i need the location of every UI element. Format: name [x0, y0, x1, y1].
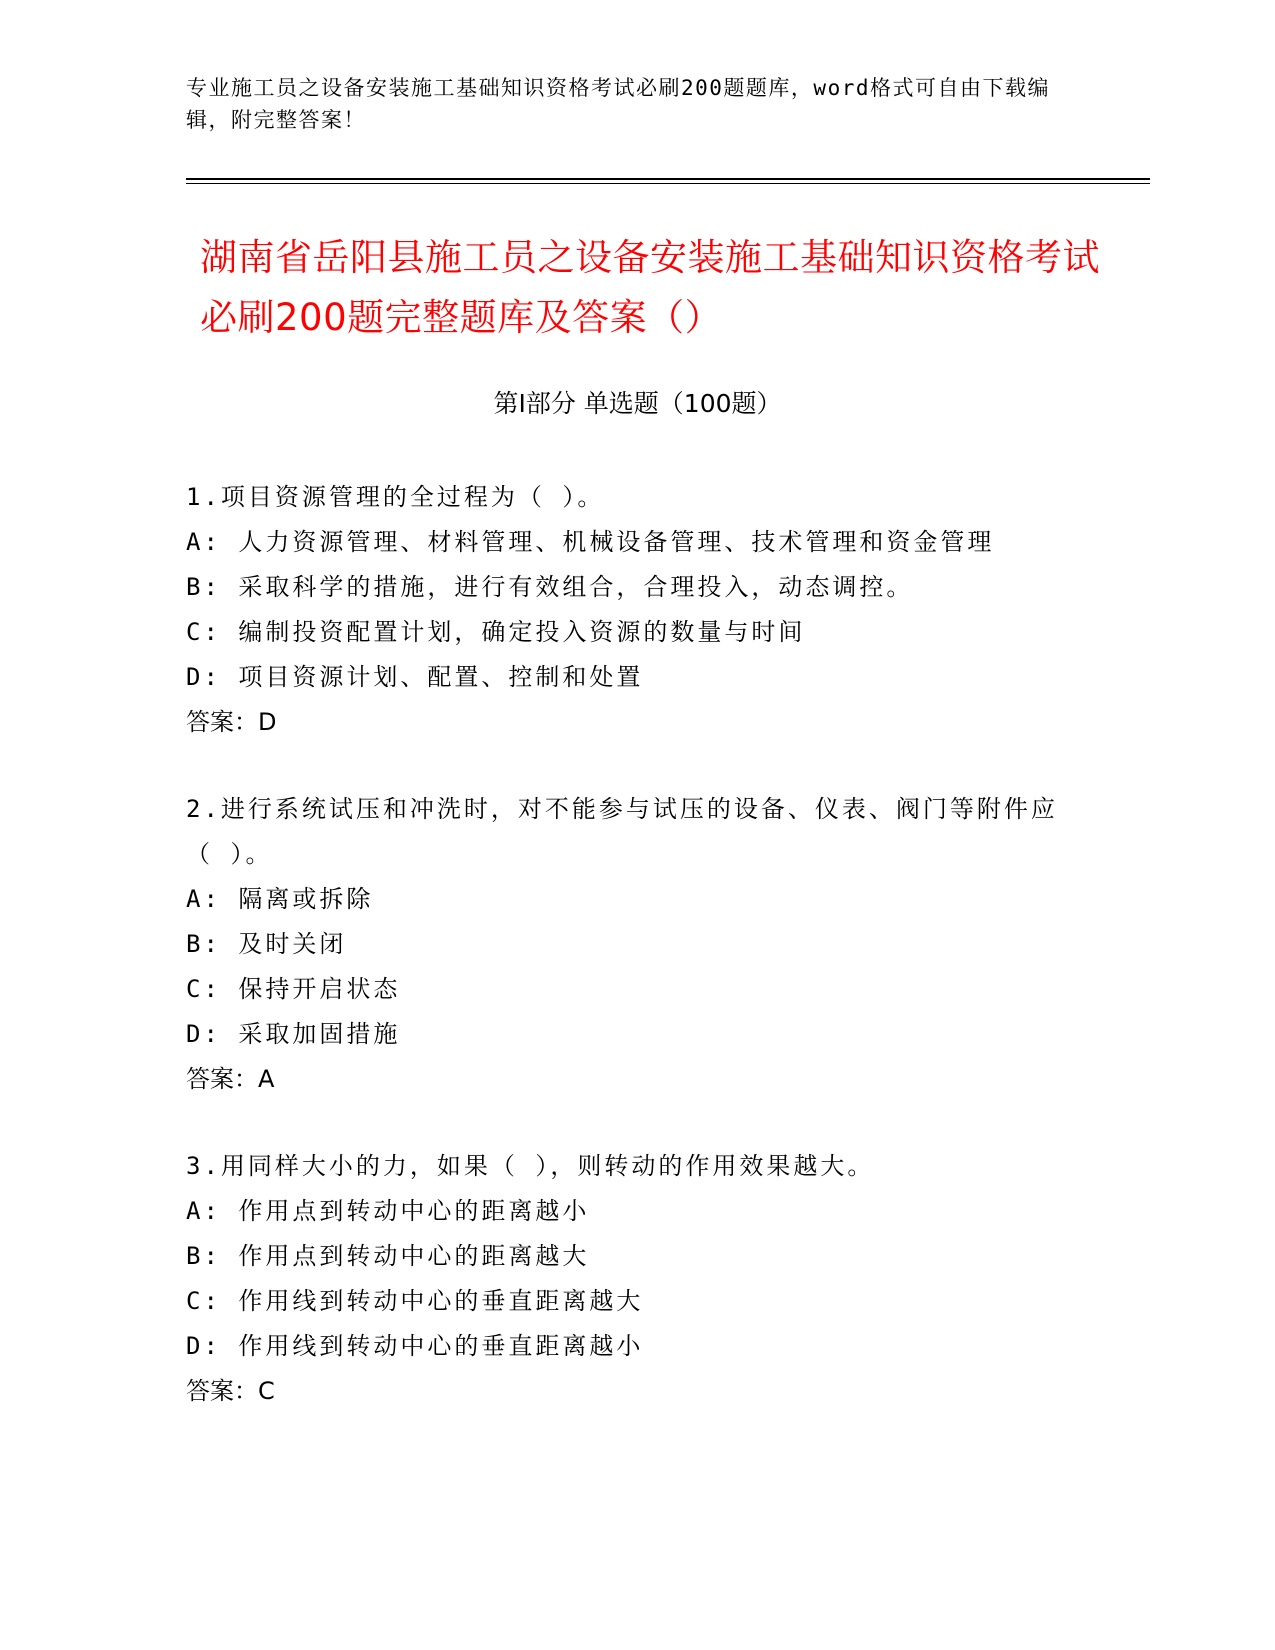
option-b: B: 采取科学的措施，进行有效组合，合理投入，动态调控。	[186, 573, 914, 601]
option-d: D: 作用线到转动中心的垂直距离越小	[186, 1332, 644, 1360]
option-b: B: 及时关闭	[186, 930, 347, 958]
answer: 答案：D	[186, 708, 277, 736]
question-stem: 1.项目资源管理的全过程为（ ）。	[186, 483, 605, 511]
question-stem: 3.用同样大小的力，如果（ ），则转动的作用效果越大。	[186, 1152, 875, 1180]
option-a: A: 人力资源管理、材料管理、机械设备管理、技术管理和资金管理	[186, 528, 995, 556]
answer: 答案：C	[186, 1377, 275, 1405]
question-1	[186, 475, 1086, 745]
option-d: D: 项目资源计划、配置、控制和处置	[186, 663, 644, 691]
option-b: B: 作用点到转动中心的距离越大	[186, 1242, 590, 1270]
option-a: A: 隔离或拆除	[186, 885, 374, 913]
option-a: A: 作用点到转动中心的距离越小	[186, 1197, 590, 1225]
question-3	[186, 1144, 1086, 1414]
header-divider-thick	[186, 178, 1150, 180]
option-c: C: 编制投资配置计划，确定投入资源的数量与时间	[186, 618, 806, 646]
question-stem: 2.进行系统试压和冲洗时，对不能参与试压的设备、仪表、阀门等附件应（ ）。	[186, 795, 1058, 868]
question-list	[186, 475, 1086, 1456]
answer: 答案：A	[186, 1065, 275, 1093]
section-heading: 第I部分 单选题（100题）	[493, 389, 782, 418]
option-d: D: 采取加固措施	[186, 1020, 401, 1048]
option-c: C: 保持开启状态	[186, 975, 401, 1003]
document-title: 湖南省岳阳县施工员之设备安装施工基础知识资格考试必刷200题完整题库及答案（）	[200, 236, 1100, 339]
header-divider-thin	[186, 183, 1150, 184]
question-2	[186, 787, 1086, 1102]
header-note: 专业施工员之设备安装施工基础知识资格考试必刷200题题库，word格式可自由下载编辑，附完整答案！	[186, 76, 1050, 132]
option-c: C: 作用线到转动中心的垂直距离越大	[186, 1287, 644, 1315]
